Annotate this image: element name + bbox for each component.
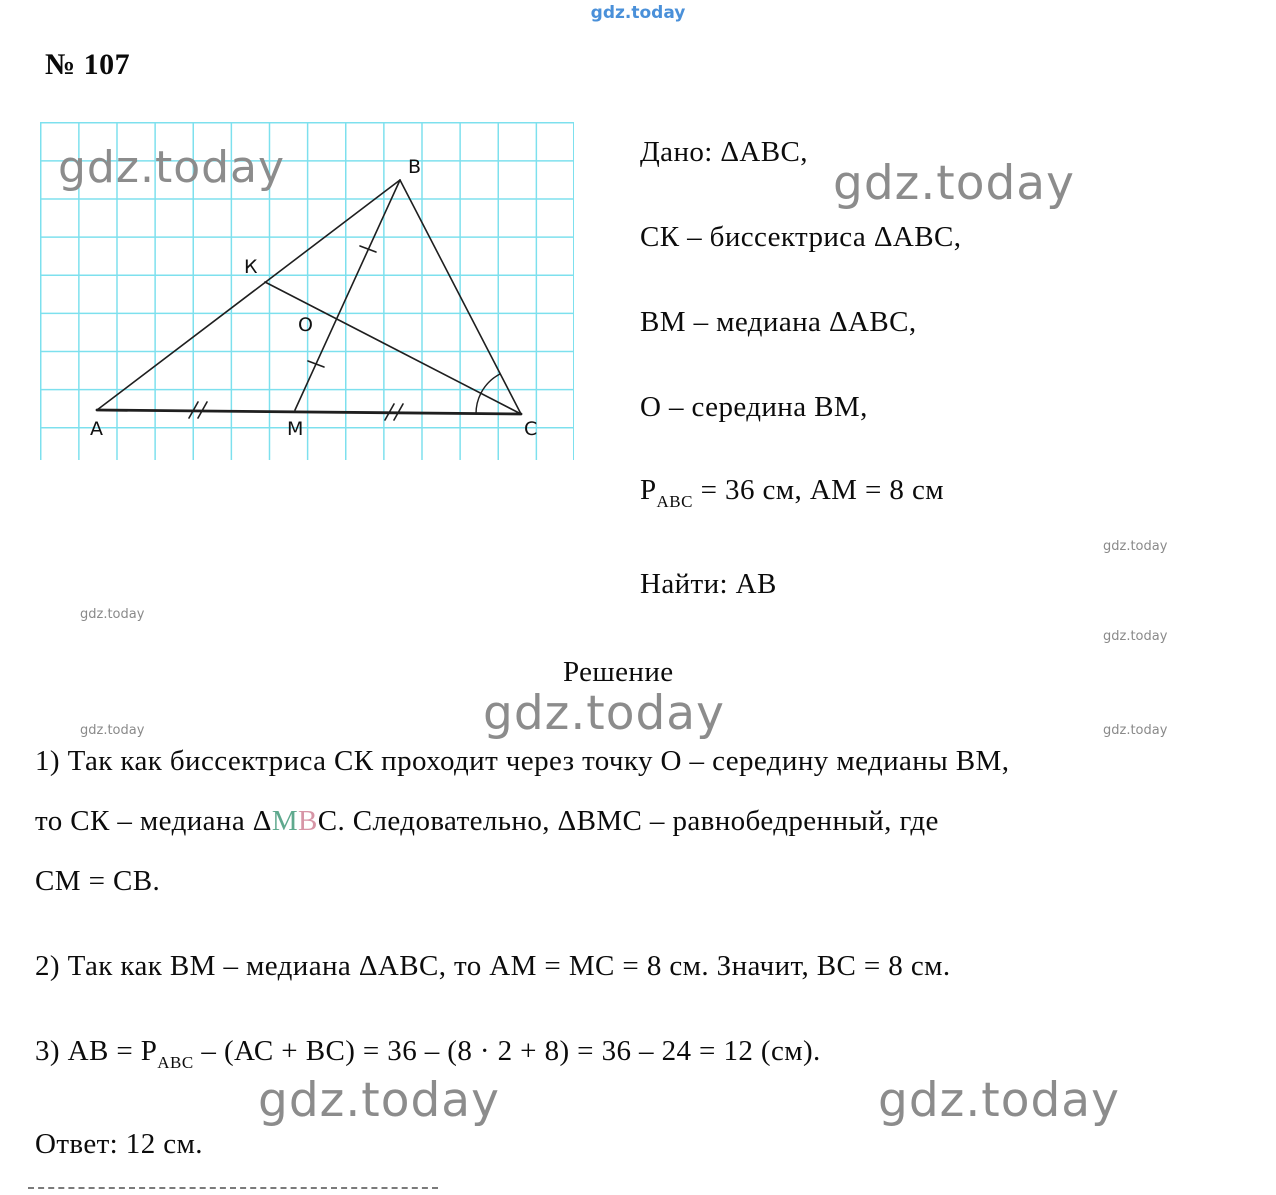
given-line-midpoint: О – середина ВМ,	[640, 391, 868, 423]
vertex-labels	[90, 156, 537, 440]
label-point-k: К	[244, 256, 258, 278]
watermark-small-1: gdz.today	[1103, 539, 1168, 554]
angle-arc-c-lower	[476, 393, 481, 414]
median-bm	[295, 180, 400, 410]
given-line-dano: Дано: ΔАВС,	[640, 136, 808, 168]
site-watermark-top: gdz.today	[590, 3, 686, 23]
label-vertex-b: В	[408, 156, 422, 178]
side-bc	[400, 180, 521, 414]
watermark-bottom-right: gdz.today	[878, 1073, 1120, 1128]
step1-line2-pre: то СК – медиана Δ	[35, 805, 272, 837]
bottom-divider	[28, 1187, 438, 1189]
watermark-bottom-left: gdz.today	[258, 1073, 500, 1128]
given-line-perimeter	[640, 474, 944, 512]
perimeter-symbol: Р	[640, 474, 657, 506]
solution-step1-line1: 1) Так как биссектриса СК проходит через точку О – середину медианы ВМ,	[35, 745, 1010, 777]
label-point-m: М	[287, 418, 304, 440]
side-ab	[97, 180, 400, 410]
bisector-ck	[265, 282, 521, 414]
watermark-given-area: gdz.today	[833, 156, 1075, 211]
step1-line2-letter-v: В	[298, 805, 318, 837]
step3-subscript: АВС	[157, 1053, 194, 1072]
solution-step2: 2) Так как ВМ – медиана ΔАВС, то АМ = МС = 8 см. Значит, ВС = 8 см.	[35, 950, 951, 982]
step3-post: – (АС + ВС) = 36 – (8 · 2 + 8) = 36 – 24 = 12 (см).	[193, 1035, 821, 1067]
problem-number: № 107	[45, 48, 131, 81]
side-ac	[97, 410, 521, 414]
label-vertex-c: С	[524, 418, 538, 440]
perimeter-subscript: АВС	[656, 492, 693, 511]
perimeter-values: = 36 см, АМ = 8 см	[693, 474, 944, 506]
given-line-find: Найти: АВ	[640, 568, 777, 600]
watermark-small-3: gdz.today	[1103, 629, 1168, 644]
watermark-small-2: gdz.today	[80, 607, 145, 622]
label-point-o: О	[298, 314, 313, 336]
angle-arc-c-upper	[481, 374, 500, 393]
watermark-small-5: gdz.today	[1103, 723, 1168, 738]
watermark-center: gdz.today	[483, 686, 725, 741]
step3-pre: 3) АВ = Р	[35, 1035, 158, 1067]
given-line-bisector: СК – биссектриса ΔАВС,	[640, 221, 962, 253]
geometry-figure	[40, 122, 574, 460]
solution-step3	[35, 1035, 821, 1073]
solution-step1-line3: СМ = СВ.	[35, 865, 161, 897]
given-line-median: ВМ – медиана ΔАВС,	[640, 306, 917, 338]
solution-step1-line2	[35, 805, 939, 838]
solution-heading: Решение	[563, 656, 674, 688]
step1-line2-post: С. Следовательно, ΔВМС – равнобедренный, где	[317, 805, 939, 837]
tick-om	[308, 361, 324, 367]
watermark-small-4: gdz.today	[80, 723, 145, 738]
answer-line: Ответ: 12 см.	[35, 1128, 203, 1160]
figure-watermark: gdz.today	[58, 142, 286, 193]
step1-line2-letter-m: М	[271, 805, 298, 837]
label-vertex-a: А	[90, 418, 103, 440]
triangle-diagram	[40, 122, 574, 460]
